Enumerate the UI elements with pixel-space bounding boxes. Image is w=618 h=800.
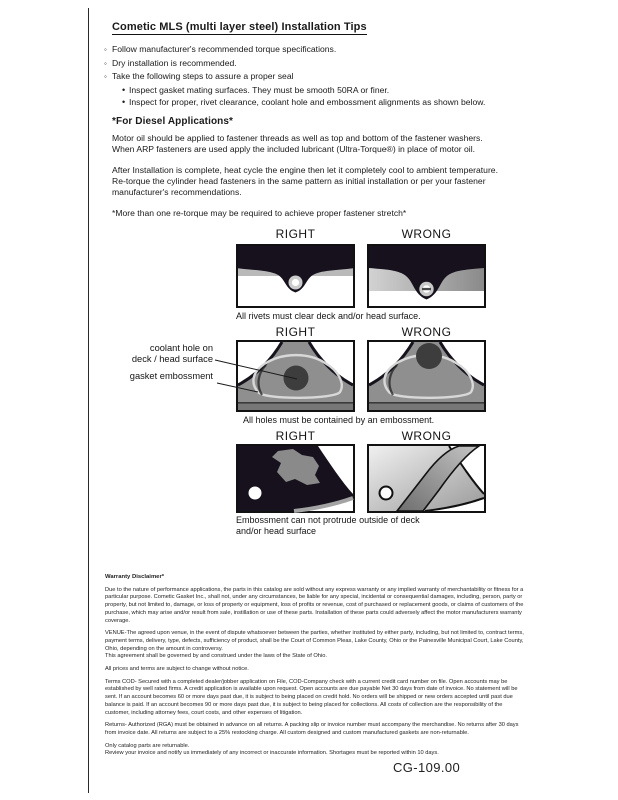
tip-text: Inspect gasket mating surfaces. They must be smooth 50RA or finer.	[129, 84, 390, 95]
embossment-wrong-figure	[367, 340, 486, 412]
tip-sub-bullet	[104, 96, 485, 109]
tip-bullet	[104, 57, 485, 71]
wrong-label: WRONG	[401, 429, 452, 443]
wrong-label: WRONG	[401, 325, 452, 339]
page-edge-line	[88, 8, 89, 793]
catalog-parts-text: Only catalog parts are returnable.	[105, 742, 190, 749]
coolant-hole-label: coolant hole on deck / head surface	[131, 343, 213, 364]
diesel-applications-heading: *For Diesel Applications*	[112, 116, 234, 127]
sub-bullet-icon: •	[122, 97, 126, 108]
protrusion-wrong-diagram	[367, 444, 486, 513]
bullet-icon: ◦	[104, 58, 107, 68]
sub-bullet-icon: •	[122, 84, 126, 95]
coolant-hole	[416, 343, 442, 369]
embossment-right-figure	[236, 340, 355, 412]
prices-notice-text: All prices and terms are subject to change without notice.	[105, 666, 249, 673]
installation-tips-list	[104, 43, 485, 109]
venue-text: VENUE-The agreed upon venue, in the event of dispute whatsoever between the parties, whether instituted by either party, including, but not limited to, contract terms, payment terms, delivery, type, defects, sufficiency of product, shall be the Court of Common Pleas, Lake County, Ohio or the Painesville Municipal Court, Lake County, Ohio, depending on the amount in controversy.	[105, 630, 524, 652]
rivet-right-figure	[236, 244, 355, 308]
terms-cod-text: Terms COD- Secured with a completed dealer/jobber application on File, COD-Company check with a current credit card number on file. Open accounts may be established by well rated firms. A credit application is available upon request. Open accounts are due payable Net 30 days from date of invoice. No statement will be sent. If an account becomes 60 or more days past due, it is subject to being placed on credit hold. No orders will be shipped or new orders accepted until past due balance is paid. If an account becomes 90 or more days past due, it is subject to being placed for collections. All costs of collection are the responsibility of the customer, including attorney fees, court costs, and other expenses of litigation.	[105, 678, 518, 716]
warranty-heading: Warranty Disclaimer*	[105, 574, 165, 580]
coolant-hole	[284, 366, 309, 391]
diagram-caption: All holes must be contained by an embossment.	[243, 415, 435, 425]
protrusion-wrong-figure	[367, 444, 486, 513]
diesel-paragraph-1: Motor oil should be applied to fastener threads as well as top and bottom of the fastener washers. When ARP fasteners are used apply the included lubricant (Ultra-Torque®) in place of motor oil.	[112, 133, 483, 154]
bullet-icon: ◦	[104, 72, 107, 82]
right-label: RIGHT	[275, 429, 316, 443]
bolt-hole	[380, 487, 393, 500]
page-title: Cometic MLS (multi layer steel) Installation Tips	[112, 21, 367, 33]
tip-bullet	[104, 70, 485, 84]
wrong-label: WRONG	[401, 227, 452, 241]
bullet-icon: ◦	[104, 45, 107, 54]
protrusion-right-figure	[236, 444, 355, 513]
tip-bullet	[104, 43, 485, 57]
tip-text: Inspect for proper, rivet clearance, coolant hole and embossment alignments as shown below.	[129, 97, 486, 108]
warranty-section	[105, 574, 525, 758]
diesel-paragraph-2: After Installation is complete, heat cycle the engine then let it completely cool to ambient temperature. Re-torque the cylinder head fasteners in the same pattern as initial installation or per your fastener manufacturer's recommendations.	[112, 165, 498, 197]
embossment-right-diagram	[236, 340, 355, 412]
returns-policy-text: Returns- Authorized (RGA) must be obtained in advance on all returns. A packing slip or invoice number must accompany the merchandise. No returns after 30 days from invoice date. All returns are subject to a 25% restocking charge. All custom designed and custom manufactured gaskets are non-returnable.	[105, 722, 519, 736]
diagram-caption: Embossment can not protrude outside of deck and/or head surface	[236, 515, 420, 536]
tip-sub-bullet	[104, 84, 485, 97]
right-label: RIGHT	[275, 227, 316, 241]
protrusion-right-diagram	[236, 444, 355, 513]
diagram-caption: All rivets must clear deck and/or head surface.	[236, 311, 421, 321]
right-label: RIGHT	[275, 325, 316, 339]
gasket-embossment-label: gasket embossment	[129, 371, 213, 381]
rivet-clearance-wrong-diagram	[367, 244, 486, 308]
page-code: CG-109.00	[393, 760, 461, 775]
embossment-wrong-diagram	[367, 340, 486, 412]
review-invoice-text: Review your invoice and notify us immediately of any incorrect or inaccurate information. Shortages must be reported within 10 days.	[105, 750, 439, 757]
warranty-disclaimer-text: Due to the nature of performance applications, the parts in this catalog are sold without any express warranty or any implied warranty of merchantability or fitness for a particular purpose. Cometic Gasket Inc., shall not, under any circumstances, be liable for any special, incidental or consequential damages, including, person, party or property, but not limited to, damage, or loss of property or equipment, loss of profits or revenue, cost of purchased or replacement goods, or claims of customers of the purchase, which may arise and/or result from sale, instillation or use of these parts. Installation of these parts could adversely affect the motor manufacturers warranty coverage.	[105, 586, 524, 624]
rivet-wrong-figure	[367, 244, 486, 308]
rivet-clearance-right-diagram	[236, 244, 355, 308]
tip-text: Dry installation is recommended.	[112, 57, 237, 68]
governing-law-text: This agreement shall be governed by and construed under the laws of the State of Ohio.	[105, 653, 327, 660]
tip-text: Take the following steps to assure a proper seal	[112, 71, 294, 82]
tip-text: Follow manufacturer's recommended torque specifications.	[112, 44, 337, 54]
retorque-note: *More than one re-torque may be required to achieve proper fastener stretch*	[112, 208, 407, 218]
bolt-hole	[249, 487, 262, 500]
